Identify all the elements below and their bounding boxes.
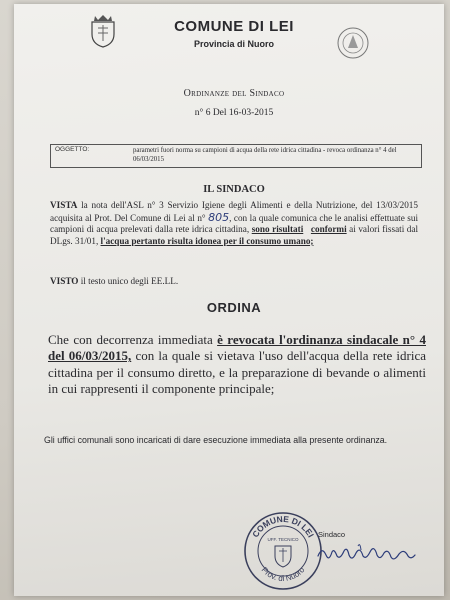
comune-title: COMUNE DI LEI (174, 18, 294, 35)
sindaco-heading: IL SINDACO (203, 184, 265, 195)
che-paragraph (48, 332, 426, 398)
idonea-text: l'acqua pertanto risulta idonea per il consumo umano; (100, 235, 314, 246)
stamp-bottom-text: Prov. di Nuoro (259, 565, 307, 584)
oggetto-text: parametri fuori norma su campioni di acqua della rete idrica cittadina - revoca ordinanza n° 4 del 06/03/2015 (133, 147, 397, 163)
sono-risultati-text: sono risultati (251, 224, 304, 235)
che-text-1: Che con decorrenza immediata (48, 332, 218, 347)
municipal-crest-icon (88, 14, 118, 48)
regional-seal-icon (336, 26, 370, 60)
vista-lead: VISTA (50, 200, 78, 210)
che-text-2: con la quale si vietava l'uso dell'acqua della rete idrica cittadina per il consumo diretto, e la preparazione di bevande o alimenti in cui rappresenti il componente principale; (48, 348, 426, 397)
document-page (14, 4, 444, 596)
ordina-heading: ORDINA (206, 300, 262, 315)
vista-text-3: ai valori fissati dal DLgs. 31/01, (50, 224, 419, 246)
svg-text:Prov. di Nuoro (260, 565, 307, 583)
handwritten-signature (314, 540, 418, 566)
provincia-subtitle: Provincia di Nuoro (193, 39, 274, 49)
conformi-text: conformi (310, 224, 347, 235)
oggetto-label: OGGETTO: (55, 146, 90, 153)
ordinanza-number: n° 6 Del 16-03-2015 (194, 108, 274, 118)
oggetto-box (50, 144, 422, 168)
svg-text:COMUNE DI LEI (250, 514, 316, 539)
visto-text: il testo unico degli EE.LL. (78, 276, 179, 286)
revocata-text: è revocata l'ordinanza sindacale n° 4 del 06/03/2015, (48, 332, 426, 364)
vista-text-2: , con la quale comunica che le analisi effettuate sui campioni di acqua prelevati dalla rete idrica cittadina, (50, 212, 418, 235)
vista-text-1: la nota dell'ASL n° 3 Servizio Igiene degli Alimenti e della Nutrizione, del 13/03/2015 acquisita al Prot. Del Comune di Lei al n° (50, 200, 418, 223)
signature-label: Sindaco (318, 530, 346, 539)
stamp-top-text: COMUNE DI LEI (250, 513, 317, 540)
visto-lead: VISTO (50, 276, 79, 286)
vista-paragraph (50, 200, 418, 247)
uffici-paragraph: Gli uffici comunali sono incaricati di dare esecuzione immediata alla presente ordinanza. (44, 435, 388, 445)
stamp-inner-text: UFF. TECNICO (267, 537, 299, 542)
vista-gap (303, 224, 311, 234)
handwritten-protocol-number: 805 (208, 210, 230, 224)
ordinanze-heading: Ordinanze del Sindaco (183, 88, 285, 99)
visto-paragraph (50, 276, 418, 286)
official-stamp-icon (242, 510, 324, 592)
